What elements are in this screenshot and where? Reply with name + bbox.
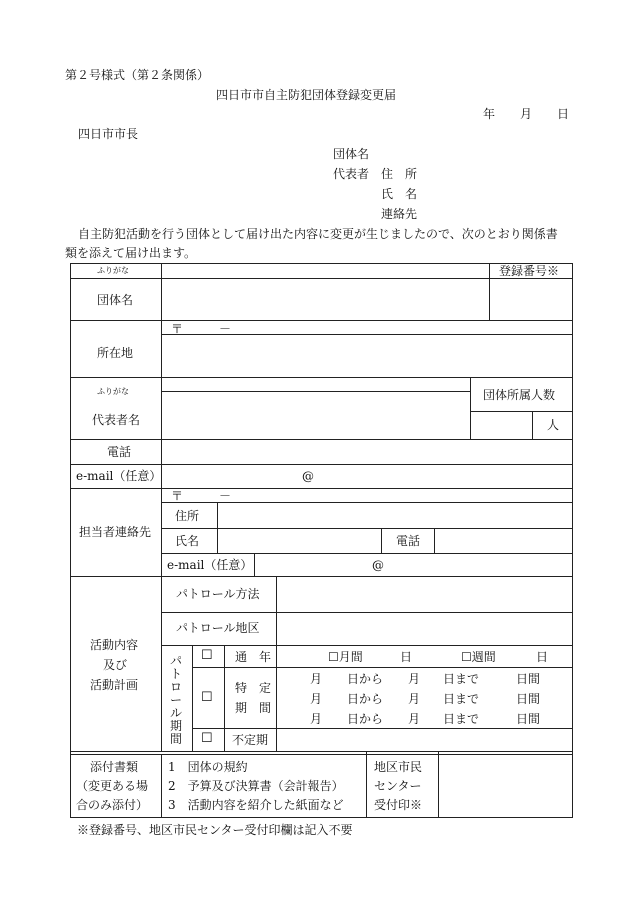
date-day-label: 日	[557, 107, 570, 121]
contact-postal-code-label: 〒 －	[171, 489, 232, 503]
rule	[224, 645, 225, 751]
period-row-3-days: 日間	[516, 712, 541, 726]
rule	[381, 528, 382, 553]
period-row-1-days: 日間	[516, 672, 541, 686]
specific-period-checkbox[interactable]: ☐	[201, 690, 213, 705]
intro-line-1: 自主防犯活動を行う団体として届け出た内容に変更が生じましたので、次のとおり関係書	[78, 227, 558, 241]
rule	[276, 576, 277, 645]
rule	[192, 645, 193, 751]
registration-number-field[interactable]	[491, 279, 571, 319]
period-row-3-month2: 月	[408, 712, 421, 726]
furigana-label-2: ふりがな	[97, 387, 129, 396]
registration-number-label: 登録番号※	[499, 264, 560, 278]
table-border-right	[572, 263, 573, 755]
form-number: 第２号様式（第２条関係）	[65, 68, 210, 82]
weekly-day-suffix: 日	[536, 650, 549, 664]
rule	[532, 411, 533, 439]
table-border-left	[70, 263, 71, 755]
rule	[161, 612, 573, 613]
rule	[572, 754, 573, 818]
year-round-label: 通 年	[235, 650, 272, 664]
rule	[276, 645, 277, 751]
period-row-2-month1: 月	[310, 692, 323, 706]
rule	[161, 553, 573, 554]
rule	[161, 528, 573, 529]
applicant-contact-label: 連絡先	[381, 207, 418, 221]
patrol-period-char: パ	[169, 654, 182, 668]
contact-email-label: e-mail（任意）	[167, 558, 253, 572]
rule	[70, 320, 573, 321]
rule	[70, 488, 573, 489]
monthly-checkbox-label[interactable]: ☐月間	[328, 650, 363, 664]
rule	[366, 754, 367, 818]
period-row-2-days: 日間	[516, 692, 541, 706]
specific-period-label-2: 期 間	[235, 701, 272, 715]
period-row-3-month1: 月	[310, 712, 323, 726]
attachments-label-3: 合のみ添付）	[76, 798, 149, 812]
contact-phone-field[interactable]	[436, 530, 571, 552]
contact-person-label: 担当者連絡先	[79, 525, 152, 539]
attachment-item-2: 2 予算及び決算書（会計報告）	[168, 779, 344, 793]
center-stamp-field[interactable]	[440, 756, 571, 816]
period-row-3-from: 日から	[347, 712, 384, 726]
contact-email-at-mark: @	[372, 558, 384, 572]
patrol-method-field[interactable]	[278, 578, 571, 611]
intro-line-2: 類を添えて届け出ます。	[65, 246, 197, 260]
rule	[70, 754, 71, 818]
rule	[470, 377, 471, 439]
patrol-period-char: ロ	[169, 680, 182, 694]
contact-address-field[interactable]	[219, 504, 571, 527]
period-row-1-month2: 月	[408, 672, 421, 686]
contact-name-field[interactable]	[219, 530, 380, 552]
activity-label-line-2: 及び	[103, 658, 128, 672]
rule	[70, 751, 573, 752]
activity-label-line-3: 活動計画	[90, 678, 139, 692]
patrol-period-char: ー	[169, 693, 182, 707]
footer-note: ※登録番号、地区市民センター受付印欄は記入不要	[77, 823, 353, 837]
applicant-name-label: 氏 名	[381, 187, 418, 201]
representative-name-label: 代表者名	[92, 413, 141, 427]
patrol-area-label: パトロール地区	[176, 621, 260, 635]
applicant-group-name-label: 団体名	[333, 147, 370, 161]
irregular-checkbox[interactable]: ☐	[201, 731, 213, 746]
representative-name-field[interactable]	[163, 392, 469, 438]
addressee: 四日市市長	[78, 127, 139, 141]
rule	[192, 667, 573, 668]
location-label: 所在地	[97, 346, 134, 360]
rule	[217, 502, 218, 553]
attachments-label-1: 添付書類	[90, 760, 139, 774]
rule	[70, 377, 573, 378]
contact-phone-label: 電話	[396, 534, 421, 548]
specific-period-label-1: 特 定	[235, 681, 272, 695]
date-month-label: 月	[520, 107, 533, 121]
rule	[70, 817, 573, 818]
patrol-method-label: パトロール方法	[176, 587, 260, 601]
period-row-1-until: 日まで	[443, 672, 480, 686]
rule	[161, 645, 573, 646]
period-row-2-from: 日から	[347, 692, 384, 706]
period-row-3-until: 日まで	[443, 712, 480, 726]
group-name-label: 団体名	[97, 293, 134, 307]
rule	[438, 754, 439, 818]
email-at-mark: @	[302, 469, 314, 483]
member-count-field[interactable]	[472, 412, 531, 438]
rule	[489, 263, 490, 320]
activity-label-line-1: 活動内容	[90, 638, 139, 652]
phone-label: 電話	[107, 445, 132, 459]
email-label: e-mail（任意）	[76, 469, 162, 483]
postal-code-label: 〒 －	[171, 322, 232, 336]
year-round-checkbox[interactable]: ☐	[201, 648, 213, 663]
contact-address-label: 住所	[175, 509, 200, 523]
furigana-label: ふりがな	[97, 266, 129, 275]
form-title: 四日市市自主防犯団体登録変更届	[216, 88, 397, 102]
member-count-label: 団体所属人数	[483, 388, 556, 402]
period-row-1-month1: 月	[310, 672, 323, 686]
patrol-period-char: ト	[169, 667, 182, 681]
rule	[161, 576, 162, 751]
date-year-label: 年	[483, 107, 496, 121]
monthly-day-suffix: 日	[400, 650, 413, 664]
center-stamp-label-1: 地区市民	[374, 760, 423, 774]
attachments-label-2: （変更ある場	[76, 779, 149, 793]
period-row-1-from: 日から	[347, 672, 384, 686]
rule	[434, 528, 435, 553]
registration-change-form-table	[70, 263, 573, 755]
period-row-2-month2: 月	[408, 692, 421, 706]
irregular-label: 不定期	[232, 733, 269, 747]
center-stamp-label-3: 受付印※	[374, 798, 423, 812]
applicant-representative-label: 代表者	[333, 167, 370, 181]
patrol-period-label	[169, 655, 183, 746]
rule	[254, 553, 255, 576]
patrol-area-field[interactable]	[278, 614, 571, 644]
contact-name-label: 氏名	[175, 534, 200, 548]
period-row-2-until: 日まで	[443, 692, 480, 706]
attachment-item-3: 3 活動内容を紹介した紙面など	[168, 798, 344, 812]
patrol-period-char: 期	[169, 719, 182, 733]
attachments-box	[70, 754, 573, 818]
group-name-field[interactable]	[163, 279, 488, 319]
contact-email-field[interactable]	[256, 555, 571, 575]
rule	[70, 576, 573, 577]
patrol-period-char: ル	[169, 706, 182, 720]
location-field[interactable]	[163, 335, 571, 376]
weekly-checkbox-label[interactable]: ☐週間	[461, 650, 496, 664]
table-border-top	[70, 263, 573, 264]
applicant-address-label: 住 所	[381, 167, 418, 181]
rule	[161, 263, 162, 576]
attachment-item-1: 1 団体の規約	[168, 760, 248, 774]
phone-field[interactable]	[163, 441, 571, 463]
rule	[70, 439, 573, 440]
rule	[161, 754, 162, 818]
center-stamp-label-2: センター	[374, 779, 422, 793]
people-unit-label: 人	[547, 418, 560, 432]
patrol-period-char: 間	[169, 732, 182, 746]
rule	[192, 728, 573, 729]
email-field[interactable]	[163, 465, 571, 487]
